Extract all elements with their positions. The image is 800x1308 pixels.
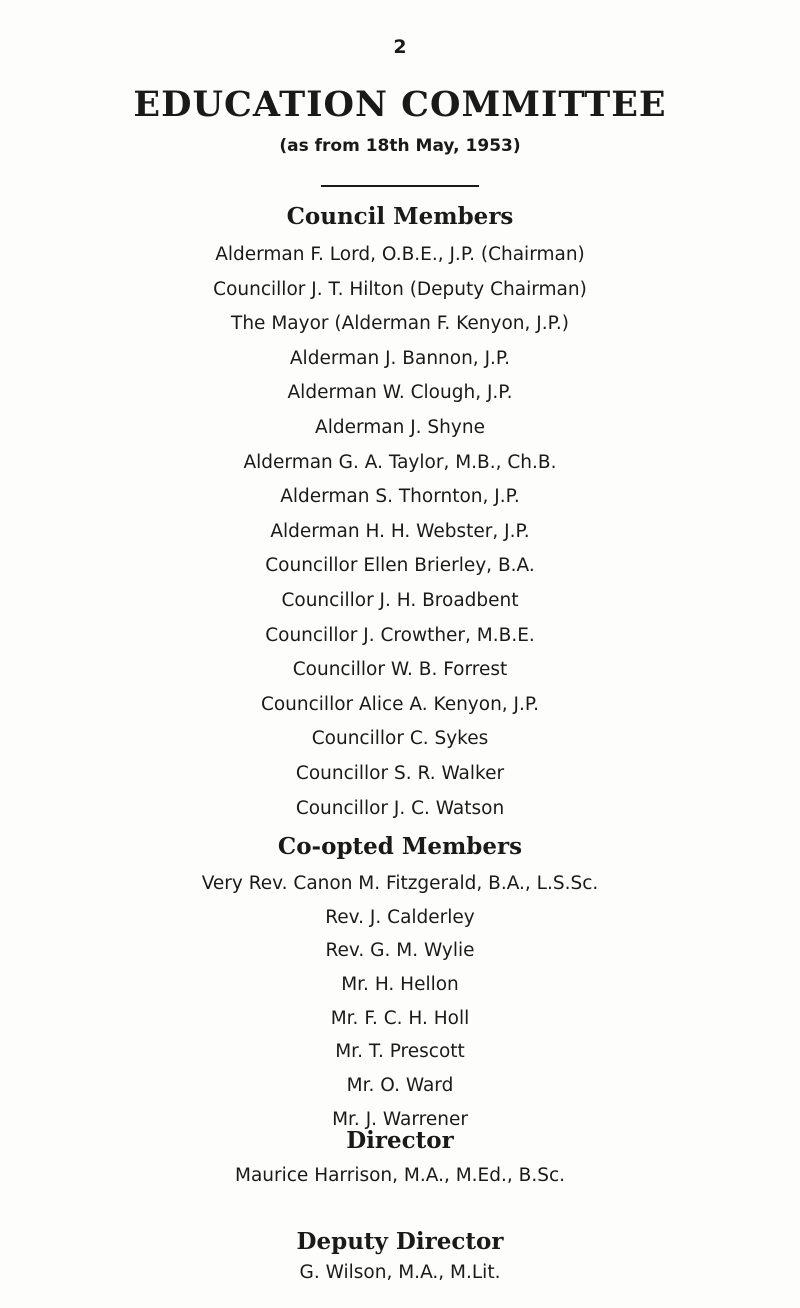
list-item: Councillor J. T. Hilton (Deputy Chairman) [213,278,587,300]
list-item: Mr. T. Prescott [335,1041,465,1063]
list-item: Rev. G. M. Wylie [325,940,475,962]
director-name: Maurice Harrison, M.A., M.Ed., B.Sc. [234,1165,566,1186]
list-item: Alderman W. Clough, J.P. [287,382,513,404]
list-item: Alderman J. Shyne [315,416,485,438]
list-item: Mr. J. Warrener [332,1108,468,1130]
page-number: 2 [393,36,407,58]
list-item: Mr. O. Ward [346,1075,454,1097]
list-item: Councillor J. C. Watson [295,797,505,819]
list-item: Alderman J. Bannon, J.P. [289,347,511,369]
list-item: Councillor S. R. Walker [295,762,505,784]
list-item: Alderman H. H. Webster, J.P. [270,520,530,542]
list-item: The Mayor (Alderman F. Kenyon, J.P.) [231,313,569,335]
list-item: Alderman F. Lord, O.B.E., J.P. (Chairman) [215,244,585,265]
deputy-director-name: G. Wilson, M.A., M.Lit. [299,1262,501,1283]
council-members-list [0,238,800,826]
page-title: EDUCATION COMMITTEE [133,84,667,125]
list-item: Alderman S. Thornton, J.P. [280,486,520,508]
list-item: Rev. J. Calderley [325,906,475,928]
council-members-heading: Council Members [286,203,514,230]
list-item: Councillor C. Sykes [311,728,489,750]
list-item: Councillor W. B. Forrest [292,659,508,681]
coopted-members-list [0,867,800,1137]
list-item: Councillor J. H. Broadbent [281,589,519,611]
list-item: Councillor Alice A. Kenyon, J.P. [260,693,540,715]
list-item: Very Rev. Canon M. Fitzgerald, B.A., L.S.Sc. [201,873,599,894]
list-item: Councillor J. Crowther, M.B.E. [265,624,535,646]
page-subtitle: (as from 18th May, 1953) [279,136,521,156]
list-item: Mr. F. C. H. Holl [330,1007,470,1029]
list-item: Councillor Ellen Brierley, B.A. [265,555,535,577]
divider-rule [321,185,479,187]
coopted-members-heading: Co-opted Members [277,833,523,860]
list-item: Mr. H. Hellon [341,974,459,996]
list-item: Alderman G. A. Taylor, M.B., Ch.B. [243,451,557,473]
deputy-director-heading: Deputy Director [296,1228,504,1255]
director-heading: Director [346,1127,454,1154]
